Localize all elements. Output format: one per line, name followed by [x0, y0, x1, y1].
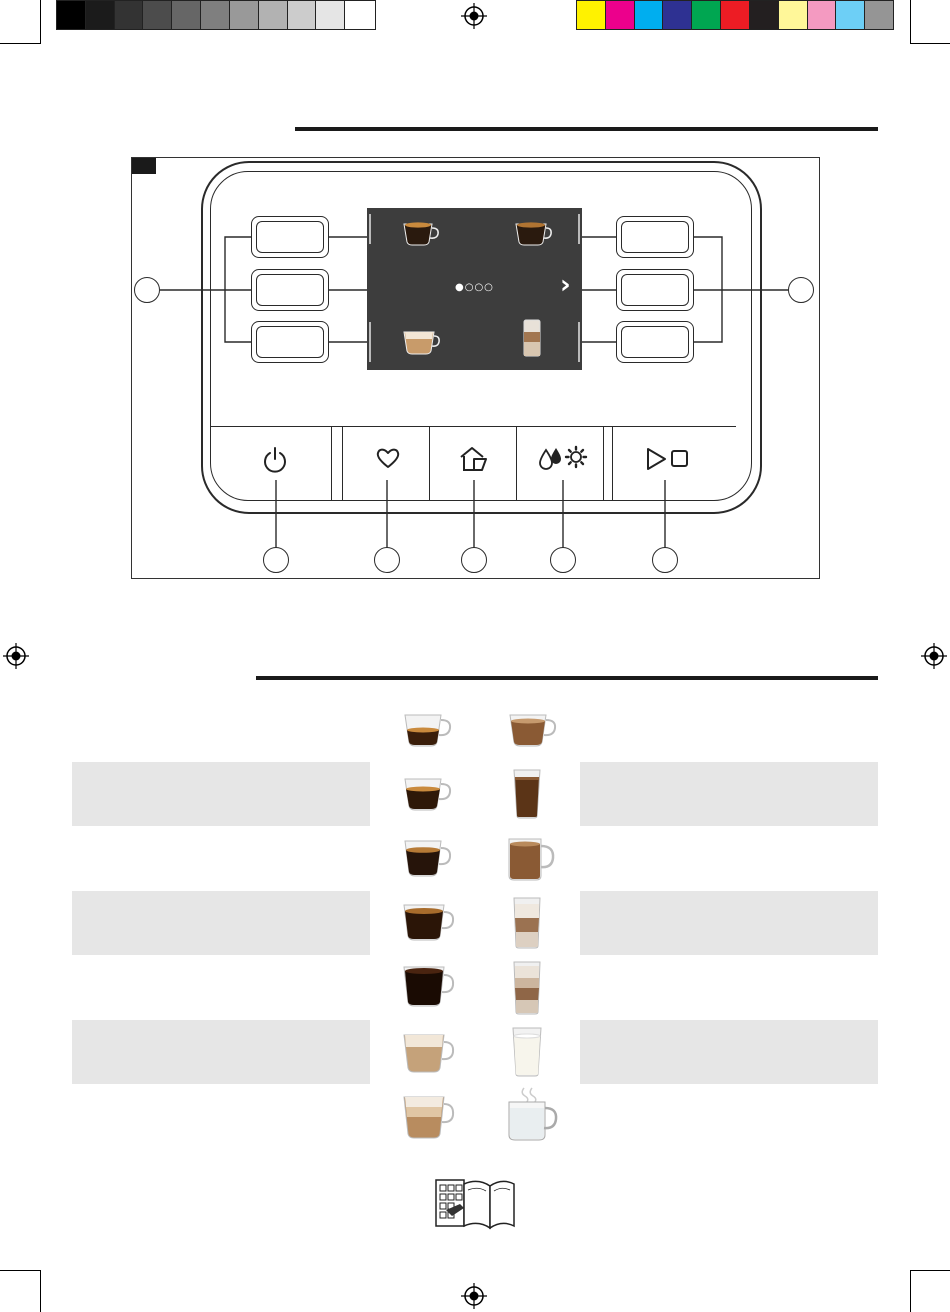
black-coffee-cup-icon [401, 964, 455, 1008]
user-manual-book-icon [434, 1176, 518, 1230]
cappuccino-cup-icon [401, 1032, 455, 1074]
power-button[interactable] [210, 426, 332, 501]
screen-edge-marker [578, 214, 580, 244]
crop-mark [0, 1270, 40, 1271]
callout-marker-right-keys [788, 277, 814, 303]
left-drink-key-top[interactable] [251, 216, 329, 258]
hot-milk-glass-icon [510, 1026, 544, 1078]
latte-macchiato-glass-icon [511, 896, 543, 950]
start-stop-icon [645, 446, 693, 472]
espresso-lungo-cup-icon [401, 776, 453, 812]
layered-latte-glass-icon [511, 960, 543, 1016]
power-icon [262, 446, 288, 474]
table-row-shading [72, 762, 370, 826]
maintenance-settings-button[interactable] [517, 426, 604, 501]
table-row-shading [72, 1020, 370, 1084]
coffee-cup-icon [401, 838, 453, 878]
callout-marker-maintenance [550, 547, 576, 573]
left-drink-key-bottom[interactable] [251, 321, 329, 363]
table-row-shading [580, 1020, 878, 1084]
right-drink-key-middle[interactable] [616, 269, 694, 311]
hot-water-mug-icon [504, 1086, 558, 1142]
latte-macchiato-glass-icon[interactable] [521, 318, 543, 358]
screen-edge-marker [369, 322, 371, 362]
next-page-arrow-icon[interactable]: › [560, 270, 571, 300]
milk-coffee-mug-icon [504, 836, 558, 882]
callout-marker-power [263, 547, 289, 573]
left-drink-key-middle[interactable] [251, 269, 329, 311]
favorites-button[interactable] [342, 426, 430, 501]
americano-cup-icon [401, 902, 455, 942]
callout-marker-start-stop [652, 547, 678, 573]
registration-mark-bottom [461, 1283, 487, 1309]
page-indicator-dots: ●○○○ [455, 282, 494, 293]
callout-marker-left-keys [134, 277, 160, 303]
section-heading-rule [256, 676, 878, 680]
screen-edge-marker [369, 214, 371, 244]
registration-mark-right [921, 643, 947, 669]
crop-mark [910, 1270, 950, 1271]
heart-icon [375, 446, 401, 470]
crop-mark [910, 1270, 911, 1312]
home-icon [458, 445, 490, 473]
screen-edge-marker [578, 322, 580, 362]
espresso-cup-icon [401, 712, 453, 748]
cafe-au-lait-cup-icon [506, 712, 558, 748]
water-settings-icon [537, 444, 589, 474]
iced-coffee-glass-icon [511, 768, 543, 820]
callout-marker-home [461, 547, 487, 573]
table-row-shading [580, 891, 878, 955]
start-stop-button[interactable] [612, 426, 736, 501]
table-row-shading [580, 762, 878, 826]
table-row-shading [72, 891, 370, 955]
registration-mark-left [3, 643, 29, 669]
cappuccino-cup-icon[interactable] [401, 326, 441, 356]
coffee-cup-icon[interactable] [513, 220, 553, 246]
display-screen [367, 208, 582, 370]
right-drink-key-bottom[interactable] [616, 321, 694, 363]
home-button[interactable] [430, 426, 517, 501]
callout-marker-favorites [374, 547, 400, 573]
right-drink-key-top[interactable] [616, 216, 694, 258]
crop-mark [40, 1270, 41, 1312]
espresso-cup-icon[interactable] [401, 220, 441, 246]
flat-white-cup-icon [401, 1094, 455, 1140]
